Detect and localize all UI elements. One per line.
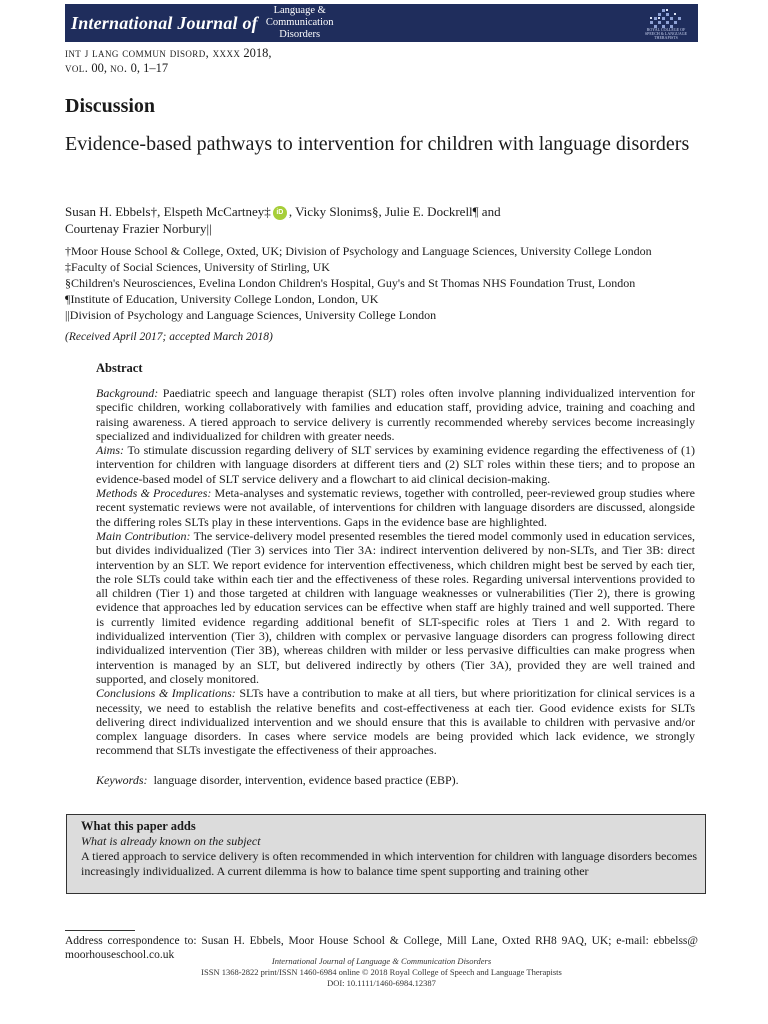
what-this-paper-adds-box [66, 814, 706, 894]
affiliations [65, 243, 705, 323]
affiliation-item: ||Division of Psychology and Language Sciences, University College London [65, 308, 437, 322]
journal-name: International Journal of [71, 12, 258, 33]
footer-journal: International Journal of Language & Communication Disorders [271, 956, 492, 966]
article-citation: int j lang commun disord, xxxx 2018, vol. 00, no. 0, 1–17 [65, 46, 272, 75]
affiliation-item: ‡Faculty of Social Sciences, University of Stirling, UK [65, 260, 330, 274]
keywords: Keywords: language disorder, intervention, evidence based practice (EBP). [96, 773, 459, 787]
orcid-icon[interactable]: iD [273, 206, 287, 220]
correspondence-address: Address correspondence to: Susan H. Ebbels, Moor House School & College, Mill Lane, Oxted RH8 9AQ, UK; e-mail: ebbelss@ moorhouseschool.co.uk [65, 935, 698, 961]
abstract-conclusions: Conclusions & Implications: SLTs have a contribution to make at all tiers, but where prioritization for clinical services is a necessity, we need to establish the relative benefits and cost-effectiveness at each tier. Good evidence exists for SLTs delivering direct individualized intervention and we should ensure that this is available to children with pervasive and/or complex language disorders. In cases where service models are being provided which lack evidence, we strongly recommend that SLTs investigate the effectiveness of their approaches. [96, 686, 696, 758]
abstract-contribution: Main Contribution: The service-delivery model presented resembles the tiered model commonly used in education services, but divides individualized (Tier 3) services into Tier 3A: indirect intervention delivered by non-SLTs, and Tier 3B: direct intervention by an SLT. We report evidence for intervention effectiveness, which children might best be served by each tier, the role SLTs could take within each tier and the effectiveness of these roles. Regarding universal interventions provided to all children (Tier 1) and those targeted at children with language weaknesses or vulnerabilities (Tier 2), there is growing evidence that approaches led by education services can be effective when staff are highly trained and well supported. There is currently limited evidence regarding additional benefit of SLT-specific roles at Tiers 1 and 2. With regard to individualized intervention (Tier 3), children with complex or pervasive language disorders can progress following direct individualized intervention (Tier 3B), whereas children with milder or less pervasive difficulties can make progress when intervention is managed by an SLT, but delivered indirectly by others (Tier 3A), provided they are well trained and supported, and closely monitored. [96, 528, 695, 686]
abstract-body [96, 386, 695, 758]
affiliation-item: §Children's Neurosciences, Evelina London Children's Hospital, Guy's and St Thomas NHS Foundation Trust, London [65, 276, 636, 290]
received-dates: (Received April 2017; accepted March 2018) [65, 331, 273, 343]
abstract-aims: Aims: To stimulate discussion regarding delivery of SLT services by examining evidence regarding the effectiveness of (1) intervention for children with language disorders at different tiers and (2) SLT roles within these tiers; and to propose an evidence-based model of SLT service delivery and a flowchart to aid clinical decision-making. [96, 443, 695, 486]
journal-subtitle: Language & Communication Disorders [265, 5, 334, 40]
abstract-methods: Methods & Procedures: Meta-analyses and systematic reviews, together with controlled, peer-reviewed group studies where recent systematic reviews were not available, of interventions for children with language disorders are discussed, alongside the differing roles SLTs play in these interventions. Gaps in the evidence base are highlighted. [96, 486, 695, 529]
affiliation-item: †Moor House School & College, Oxted, UK; Division of Psychology and Language Sciences, University College London [65, 244, 652, 258]
journal-banner [65, 4, 698, 42]
abstract-heading: Abstract [96, 361, 143, 375]
section-heading: Discussion [65, 95, 156, 117]
box-title: What this paper adds [81, 819, 196, 833]
abstract-background: Background: Paediatric speech and language therapist (SLT) roles often involve planning individualized intervention for specific children, working collaboratively with families and education staff, providing advice, training and coaching and raising awareness. A tiered approach to service delivery is currently recommended whereby services become increasingly specialized and individualized for children with greater needs. [96, 386, 696, 443]
box-text: A tiered approach to service delivery is often recommended in which intervention for children with language disorders becomes increasingly individualized. A current dilemma is how to balance time spent supporting and training other [81, 849, 697, 878]
article-title: Evidence-based pathways to intervention for children with language disorders [65, 133, 690, 155]
affiliation-item: ¶Institute of Education, University College London, London, UK [65, 292, 379, 306]
footer-divider [65, 930, 135, 931]
footer-doi[interactable]: DOI: 10.1111/1460-6984.12387 [327, 978, 436, 988]
box-subtitle: What is already known on the subject [81, 834, 261, 848]
footer-issn: ISSN 1368-2822 print/ISSN 1460-6984 online © 2018 Royal College of Speech and Language Therapists [201, 967, 562, 977]
logo-caption: ROYAL COLLEGE OF SPEECH & LANGUAGE THERAPISTS [644, 27, 688, 40]
footer-meta [65, 956, 698, 989]
author-list: Susan H. Ebbels†, Elspeth McCartney‡ iD , Vicky Slonims§, Julie E. Dockrell¶ and Courtenay Frazier Norbury|| [65, 204, 501, 236]
